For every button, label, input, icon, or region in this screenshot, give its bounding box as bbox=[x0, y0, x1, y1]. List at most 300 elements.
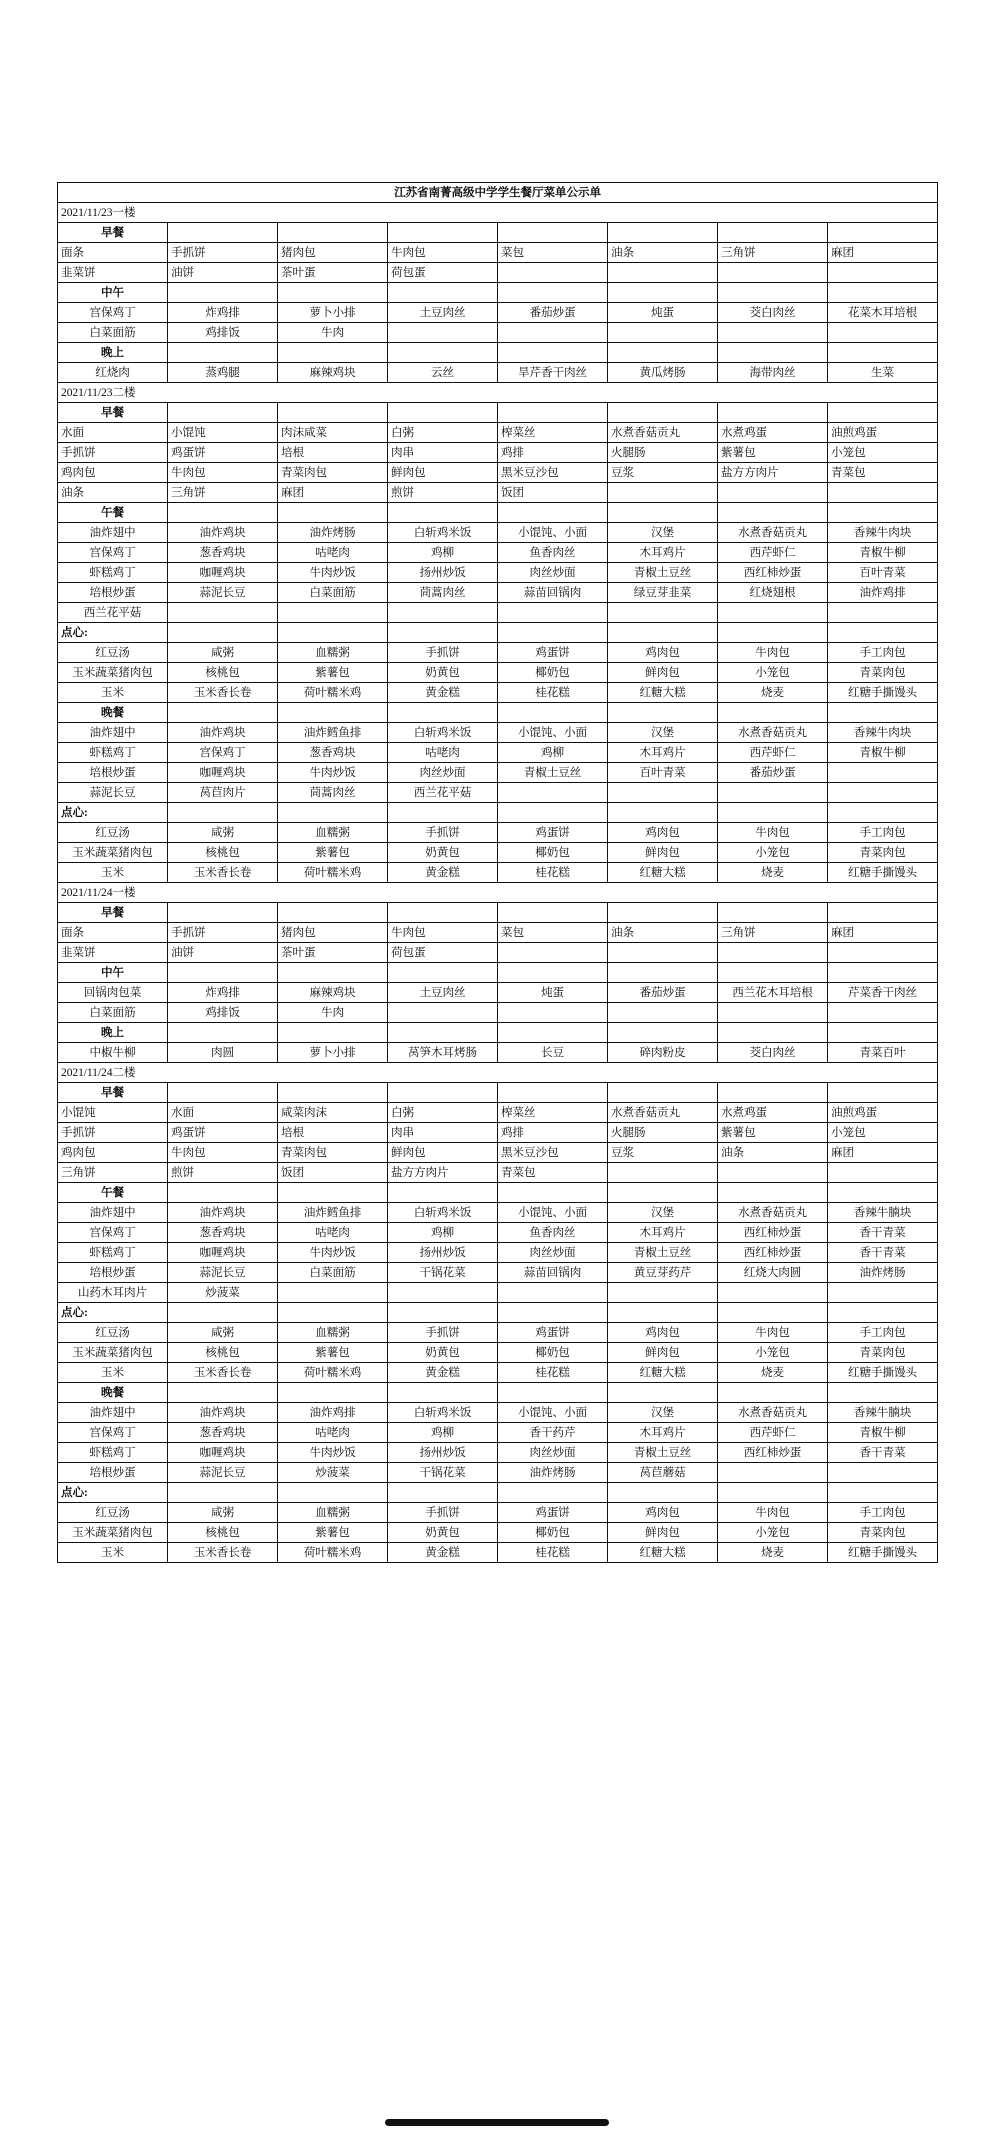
menu-item-row bbox=[58, 1143, 938, 1163]
menu-item-cell: 麻辣鸡块 bbox=[278, 363, 388, 383]
empty-cell bbox=[718, 1003, 828, 1023]
menu-item-cell: 牛肉炒饭 bbox=[278, 1243, 388, 1263]
menu-item-cell: 培根 bbox=[278, 1123, 388, 1143]
menu-item-cell: 手抓饼 bbox=[58, 443, 168, 463]
menu-item-row bbox=[58, 583, 938, 603]
menu-item-cell: 手抓饼 bbox=[388, 643, 498, 663]
menu-item-cell: 咖喱鸡块 bbox=[168, 763, 278, 783]
menu-item-cell: 血糯粥 bbox=[278, 823, 388, 843]
menu-item-cell: 油炸鳕鱼排 bbox=[278, 723, 388, 743]
menu-item-cell: 青椒土豆丝 bbox=[608, 1443, 718, 1463]
menu-item-cell: 炖蛋 bbox=[608, 303, 718, 323]
empty-cell bbox=[168, 343, 278, 363]
menu-item-cell: 鲜肉包 bbox=[388, 1143, 498, 1163]
empty-cell bbox=[608, 1003, 718, 1023]
menu-item-cell: 炖蛋 bbox=[498, 983, 608, 1003]
meal-label: 早餐 bbox=[58, 1083, 168, 1103]
menu-item-cell: 牛肉包 bbox=[718, 1323, 828, 1343]
empty-cell bbox=[278, 703, 388, 723]
menu-item-row bbox=[58, 1443, 938, 1463]
menu-item-cell: 油条 bbox=[608, 243, 718, 263]
menu-item-cell: 烧麦 bbox=[718, 1363, 828, 1383]
menu-item-cell: 葱香鸡块 bbox=[168, 1223, 278, 1243]
empty-cell bbox=[828, 1483, 938, 1503]
empty-cell bbox=[278, 1283, 388, 1303]
menu-item-cell: 百叶青菜 bbox=[828, 563, 938, 583]
menu-item-cell: 鸡柳 bbox=[498, 743, 608, 763]
empty-cell bbox=[608, 703, 718, 723]
menu-item-cell: 黄瓜烤肠 bbox=[608, 363, 718, 383]
menu-item-cell: 番茄炒蛋 bbox=[718, 763, 828, 783]
menu-item-cell: 青菜肉包 bbox=[828, 1523, 938, 1543]
menu-item-row bbox=[58, 723, 938, 743]
menu-item-cell: 红豆汤 bbox=[58, 823, 168, 843]
menu-item-row bbox=[58, 1123, 938, 1143]
empty-cell bbox=[498, 403, 608, 423]
menu-item-cell: 油炸鳕鱼排 bbox=[278, 1203, 388, 1223]
empty-cell bbox=[608, 1283, 718, 1303]
empty-cell bbox=[828, 223, 938, 243]
menu-item-cell: 黑米豆沙包 bbox=[498, 1143, 608, 1163]
menu-item-cell: 干锅花菜 bbox=[388, 1463, 498, 1483]
menu-item-cell: 咸粥 bbox=[168, 1323, 278, 1343]
empty-cell bbox=[718, 503, 828, 523]
menu-item-cell: 榨菜丝 bbox=[498, 423, 608, 443]
menu-item-cell: 中椒牛柳 bbox=[58, 1043, 168, 1063]
empty-cell bbox=[498, 783, 608, 803]
menu-item-cell: 饭团 bbox=[278, 1163, 388, 1183]
menu-item-row bbox=[58, 983, 938, 1003]
date-label: 2021/11/24一楼 bbox=[58, 883, 938, 903]
menu-item-cell: 炸鸡排 bbox=[168, 983, 278, 1003]
empty-cell bbox=[828, 403, 938, 423]
meal-label: 点心: bbox=[58, 803, 168, 823]
empty-cell bbox=[718, 1163, 828, 1183]
menu-item-row bbox=[58, 923, 938, 943]
menu-item-cell: 炒菠菜 bbox=[168, 1283, 278, 1303]
menu-item-cell: 鸡肉包 bbox=[608, 823, 718, 843]
empty-cell bbox=[608, 1303, 718, 1323]
menu-item-cell: 桂花糕 bbox=[498, 1363, 608, 1383]
menu-item-cell: 汉堡 bbox=[608, 723, 718, 743]
menu-item-row bbox=[58, 1363, 938, 1383]
menu-item-cell: 手工肉包 bbox=[828, 1503, 938, 1523]
menu-item-cell: 油炸烤肠 bbox=[828, 1263, 938, 1283]
menu-item-cell: 手工肉包 bbox=[828, 1323, 938, 1343]
menu-item-cell: 麻团 bbox=[828, 1143, 938, 1163]
menu-item-cell: 青菜肉包 bbox=[278, 463, 388, 483]
menu-item-cell: 玉米蔬菜猪肉包 bbox=[58, 843, 168, 863]
menu-item-cell: 宫保鸡丁 bbox=[58, 303, 168, 323]
empty-cell bbox=[388, 1283, 498, 1303]
menu-item-cell: 绿豆芽韭菜 bbox=[608, 583, 718, 603]
menu-item-cell: 小笼包 bbox=[828, 1123, 938, 1143]
empty-cell bbox=[498, 1303, 608, 1323]
menu-item-cell: 鸡蛋饼 bbox=[168, 1123, 278, 1143]
menu-item-cell: 蒜泥长豆 bbox=[168, 583, 278, 603]
menu-item-cell: 宫保鸡丁 bbox=[58, 543, 168, 563]
menu-item-cell: 水煮香菇贡丸 bbox=[718, 1403, 828, 1423]
menu-item-row bbox=[58, 943, 938, 963]
menu-item-cell: 茼蒿肉丝 bbox=[278, 783, 388, 803]
menu-item-row bbox=[58, 243, 938, 263]
menu-item-cell: 玉米香长卷 bbox=[168, 863, 278, 883]
menu-item-cell: 鲜肉包 bbox=[608, 1343, 718, 1363]
menu-item-cell: 紫薯包 bbox=[278, 663, 388, 683]
menu-item-cell: 小笼包 bbox=[718, 663, 828, 683]
menu-item-cell: 黄金糕 bbox=[388, 1543, 498, 1563]
menu-item-cell: 鲜肉包 bbox=[608, 1523, 718, 1543]
meal-label: 点心: bbox=[58, 1303, 168, 1323]
menu-item-cell: 鲜肉包 bbox=[608, 663, 718, 683]
menu-item-cell: 鲜肉包 bbox=[608, 843, 718, 863]
empty-cell bbox=[828, 903, 938, 923]
menu-item-row bbox=[58, 423, 938, 443]
meal-header-row bbox=[58, 803, 938, 823]
empty-cell bbox=[278, 1183, 388, 1203]
empty-cell bbox=[498, 703, 608, 723]
menu-item-cell: 面条 bbox=[58, 243, 168, 263]
menu-item-cell: 红豆汤 bbox=[58, 643, 168, 663]
menu-item-cell: 牛肉包 bbox=[168, 463, 278, 483]
meal-label: 晚餐 bbox=[58, 1383, 168, 1403]
empty-cell bbox=[168, 223, 278, 243]
menu-item-cell: 西红柿炒蛋 bbox=[718, 563, 828, 583]
menu-item-cell: 木耳鸡片 bbox=[608, 1223, 718, 1243]
empty-cell bbox=[718, 703, 828, 723]
menu-item-row bbox=[58, 303, 938, 323]
meal-label: 午餐 bbox=[58, 1183, 168, 1203]
menu-item-cell: 红糖手撕馒头 bbox=[828, 1363, 938, 1383]
menu-item-cell: 牛肉包 bbox=[718, 643, 828, 663]
menu-item-cell: 盐方方肉片 bbox=[718, 463, 828, 483]
menu-item-cell: 牛肉炒饭 bbox=[278, 763, 388, 783]
meal-header-row bbox=[58, 1303, 938, 1323]
menu-item-row bbox=[58, 1343, 938, 1363]
menu-item-row bbox=[58, 1543, 938, 1563]
menu-item-cell: 油炸翅中 bbox=[58, 523, 168, 543]
menu-item-row bbox=[58, 1463, 938, 1483]
empty-cell bbox=[718, 783, 828, 803]
menu-item-cell: 油炸翅中 bbox=[58, 1203, 168, 1223]
empty-cell bbox=[498, 963, 608, 983]
menu-item-cell: 百叶青菜 bbox=[608, 763, 718, 783]
menu-item-cell: 黄金糕 bbox=[388, 863, 498, 883]
menu-item-cell: 麻辣鸡块 bbox=[278, 983, 388, 1003]
menu-item-cell: 鸡排 bbox=[498, 443, 608, 463]
menu-item-cell: 白菜面筋 bbox=[58, 1003, 168, 1023]
date-label: 2021/11/24二楼 bbox=[58, 1063, 938, 1083]
menu-item-cell: 鸡柳 bbox=[388, 1223, 498, 1243]
menu-item-cell: 牛肉包 bbox=[388, 923, 498, 943]
menu-item-cell: 西红柿炒蛋 bbox=[718, 1223, 828, 1243]
meal-label: 早餐 bbox=[58, 903, 168, 923]
menu-item-cell: 青菜肉包 bbox=[828, 663, 938, 683]
menu-item-cell: 香辣牛肉块 bbox=[828, 723, 938, 743]
menu-item-cell: 油炸鸡块 bbox=[168, 723, 278, 743]
menu-item-cell: 奶黄包 bbox=[388, 663, 498, 683]
menu-item-cell: 西红柿炒蛋 bbox=[718, 1243, 828, 1263]
menu-item-cell: 血糯粥 bbox=[278, 1503, 388, 1523]
menu-item-cell: 香干药芹 bbox=[498, 1423, 608, 1443]
empty-cell bbox=[388, 1003, 498, 1023]
empty-cell bbox=[718, 1303, 828, 1323]
menu-item-cell: 红糖手撕馒头 bbox=[828, 1543, 938, 1563]
menu-item-cell: 香辣牛肉块 bbox=[828, 523, 938, 543]
empty-cell bbox=[608, 263, 718, 283]
empty-cell bbox=[718, 1283, 828, 1303]
menu-item-cell: 肉丝炒面 bbox=[498, 563, 608, 583]
menu-item-cell: 三角饼 bbox=[718, 923, 828, 943]
menu-item-cell: 椰奶包 bbox=[498, 663, 608, 683]
menu-item-cell: 西芹虾仁 bbox=[718, 1423, 828, 1443]
empty-cell bbox=[168, 1183, 278, 1203]
meal-header-row bbox=[58, 623, 938, 643]
menu-item-cell: 水煮香菇贡丸 bbox=[608, 423, 718, 443]
menu-item-row bbox=[58, 1283, 938, 1303]
menu-item-cell: 青椒牛柳 bbox=[828, 543, 938, 563]
menu-item-cell: 三角饼 bbox=[168, 483, 278, 503]
menu-item-cell: 白菜面筋 bbox=[278, 1263, 388, 1283]
menu-item-cell: 鸡肉包 bbox=[608, 643, 718, 663]
menu-item-row bbox=[58, 603, 938, 623]
menu-item-cell: 红糖大糕 bbox=[608, 863, 718, 883]
menu-item-cell: 炸鸡排 bbox=[168, 303, 278, 323]
menu-item-cell: 青菜肉包 bbox=[828, 1343, 938, 1363]
menu-item-cell: 荷包蛋 bbox=[388, 943, 498, 963]
menu-item-cell: 培根 bbox=[278, 443, 388, 463]
empty-cell bbox=[168, 1383, 278, 1403]
menu-item-cell: 扬州炒饭 bbox=[388, 563, 498, 583]
menu-item-cell: 碎肉粉皮 bbox=[608, 1043, 718, 1063]
menu-item-cell: 红糖大糕 bbox=[608, 1543, 718, 1563]
menu-item-cell: 小笼包 bbox=[828, 443, 938, 463]
empty-cell bbox=[278, 1083, 388, 1103]
menu-item-cell: 桂花糕 bbox=[498, 863, 608, 883]
menu-item-cell: 旱芹香干肉丝 bbox=[498, 363, 608, 383]
menu-item-cell: 小馄饨 bbox=[58, 1103, 168, 1123]
empty-cell bbox=[498, 803, 608, 823]
menu-item-row bbox=[58, 783, 938, 803]
menu-item-cell: 青菜肉包 bbox=[828, 843, 938, 863]
menu-item-cell: 水煮香菇贡丸 bbox=[718, 523, 828, 543]
menu-item-cell: 油炸鸡块 bbox=[168, 1403, 278, 1423]
empty-cell bbox=[168, 963, 278, 983]
menu-item-row bbox=[58, 683, 938, 703]
menu-item-cell: 蒸鸡腿 bbox=[168, 363, 278, 383]
menu-item-cell: 黄金糕 bbox=[388, 683, 498, 703]
meal-header-row bbox=[58, 223, 938, 243]
menu-item-cell: 血糯粥 bbox=[278, 643, 388, 663]
menu-item-cell: 水煮香菇贡丸 bbox=[608, 1103, 718, 1123]
menu-item-cell: 花菜木耳培根 bbox=[828, 303, 938, 323]
menu-item-cell: 干锅花菜 bbox=[388, 1263, 498, 1283]
menu-item-cell: 葱香鸡块 bbox=[168, 1423, 278, 1443]
meal-header-row bbox=[58, 963, 938, 983]
menu-item-cell: 小馄饨、小面 bbox=[498, 723, 608, 743]
meal-label: 晚餐 bbox=[58, 703, 168, 723]
empty-cell bbox=[388, 1483, 498, 1503]
menu-item-cell: 汉堡 bbox=[608, 1403, 718, 1423]
menu-item-cell: 木耳鸡片 bbox=[608, 1423, 718, 1443]
empty-cell bbox=[388, 323, 498, 343]
empty-cell bbox=[608, 1183, 718, 1203]
empty-cell bbox=[168, 1023, 278, 1043]
empty-cell bbox=[828, 1023, 938, 1043]
menu-item-cell: 莴笋木耳烤肠 bbox=[388, 1043, 498, 1063]
menu-item-cell: 紫薯包 bbox=[278, 1523, 388, 1543]
menu-item-cell: 咕咾肉 bbox=[388, 743, 498, 763]
menu-item-cell: 咸粥 bbox=[168, 643, 278, 663]
empty-cell bbox=[388, 803, 498, 823]
menu-item-cell: 小笼包 bbox=[718, 1523, 828, 1543]
menu-item-cell: 青椒土豆丝 bbox=[608, 1243, 718, 1263]
menu-item-cell: 宫保鸡丁 bbox=[58, 1223, 168, 1243]
menu-item-cell: 番茄炒蛋 bbox=[608, 983, 718, 1003]
empty-cell bbox=[718, 1463, 828, 1483]
menu-item-cell: 油炸鸡块 bbox=[168, 523, 278, 543]
empty-cell bbox=[608, 1483, 718, 1503]
empty-cell bbox=[388, 703, 498, 723]
empty-cell bbox=[608, 223, 718, 243]
menu-item-cell: 盐方方肉片 bbox=[388, 1163, 498, 1183]
menu-item-cell: 虾糕鸡丁 bbox=[58, 1243, 168, 1263]
empty-cell bbox=[608, 1083, 718, 1103]
menu-item-cell: 油饼 bbox=[168, 263, 278, 283]
empty-cell bbox=[828, 1083, 938, 1103]
menu-item-cell: 油煎鸡蛋 bbox=[828, 423, 938, 443]
menu-item-cell: 白斩鸡米饭 bbox=[388, 1203, 498, 1223]
menu-item-row bbox=[58, 643, 938, 663]
menu-item-row bbox=[58, 363, 938, 383]
meal-header-row bbox=[58, 703, 938, 723]
menu-item-cell: 红糖手撕馒头 bbox=[828, 863, 938, 883]
menu-item-cell: 手抓饼 bbox=[168, 923, 278, 943]
menu-item-cell: 鸡排 bbox=[498, 1123, 608, 1143]
menu-item-cell: 虾糕鸡丁 bbox=[58, 1443, 168, 1463]
empty-cell bbox=[498, 263, 608, 283]
menu-item-cell: 汉堡 bbox=[608, 523, 718, 543]
empty-cell bbox=[608, 803, 718, 823]
menu-item-row bbox=[58, 263, 938, 283]
menu-item-cell: 鸡蛋饼 bbox=[498, 1503, 608, 1523]
menu-item-cell: 水煮鸡蛋 bbox=[718, 423, 828, 443]
menu-item-row bbox=[58, 1503, 938, 1523]
menu-item-cell: 小馄饨、小面 bbox=[498, 523, 608, 543]
empty-cell bbox=[608, 503, 718, 523]
menu-item-cell: 青菜肉包 bbox=[278, 1143, 388, 1163]
menu-item-cell: 麻团 bbox=[828, 923, 938, 943]
empty-cell bbox=[828, 1383, 938, 1403]
empty-cell bbox=[718, 283, 828, 303]
menu-item-row bbox=[58, 1223, 938, 1243]
empty-cell bbox=[278, 963, 388, 983]
empty-cell bbox=[828, 703, 938, 723]
menu-item-cell: 荷包蛋 bbox=[388, 263, 498, 283]
menu-item-cell: 手抓饼 bbox=[168, 243, 278, 263]
menu-item-cell: 香干青菜 bbox=[828, 1443, 938, 1463]
menu-item-cell: 椰奶包 bbox=[498, 1523, 608, 1543]
menu-item-cell: 煎饼 bbox=[388, 483, 498, 503]
menu-item-cell: 手抓饼 bbox=[58, 1123, 168, 1143]
menu-item-cell: 牛肉包 bbox=[718, 823, 828, 843]
meal-header-row bbox=[58, 903, 938, 923]
date-header-row bbox=[58, 203, 938, 223]
empty-cell bbox=[388, 343, 498, 363]
menu-item-cell: 香干青菜 bbox=[828, 1223, 938, 1243]
menu-item-cell: 荷叶糯米鸡 bbox=[278, 1363, 388, 1383]
meal-label: 早餐 bbox=[58, 403, 168, 423]
menu-item-cell: 西红柿炒蛋 bbox=[718, 1443, 828, 1463]
menu-item-cell: 宫保鸡丁 bbox=[58, 1423, 168, 1443]
menu-item-cell: 红烧大肉圆 bbox=[718, 1263, 828, 1283]
menu-item-row bbox=[58, 523, 938, 543]
empty-cell bbox=[828, 1303, 938, 1323]
empty-cell bbox=[828, 323, 938, 343]
menu-item-cell: 番茄炒蛋 bbox=[498, 303, 608, 323]
menu-item-cell: 鸡柳 bbox=[388, 543, 498, 563]
menu-item-cell: 咕咾肉 bbox=[278, 1423, 388, 1443]
menu-item-cell: 玉米香长卷 bbox=[168, 683, 278, 703]
menu-item-cell: 鸡肉包 bbox=[608, 1503, 718, 1523]
menu-item-cell: 培根炒蛋 bbox=[58, 1463, 168, 1483]
empty-cell bbox=[168, 903, 278, 923]
empty-cell bbox=[608, 483, 718, 503]
menu-item-cell: 肉丝炒面 bbox=[498, 1443, 608, 1463]
menu-item-cell: 油煎鸡蛋 bbox=[828, 1103, 938, 1123]
menu-item-cell: 莴苣蘑菇 bbox=[608, 1463, 718, 1483]
menu-item-cell: 小馄饨 bbox=[168, 423, 278, 443]
menu-item-cell: 咸粥 bbox=[168, 823, 278, 843]
empty-cell bbox=[608, 403, 718, 423]
menu-item-cell: 红糖大糕 bbox=[608, 1363, 718, 1383]
empty-cell bbox=[718, 903, 828, 923]
empty-cell bbox=[168, 703, 278, 723]
empty-cell bbox=[498, 1383, 608, 1403]
menu-item-cell: 山药木耳肉片 bbox=[58, 1283, 168, 1303]
menu-item-cell: 油炸翅中 bbox=[58, 1403, 168, 1423]
menu-item-cell: 油饼 bbox=[168, 943, 278, 963]
empty-cell bbox=[168, 503, 278, 523]
menu-item-cell: 西兰花平菇 bbox=[388, 783, 498, 803]
menu-item-cell: 荷叶糯米鸡 bbox=[278, 683, 388, 703]
menu-item-cell: 饭团 bbox=[498, 483, 608, 503]
menu-item-cell: 黄金糕 bbox=[388, 1363, 498, 1383]
empty-cell bbox=[718, 1183, 828, 1203]
menu-item-cell: 油炸烤肠 bbox=[278, 523, 388, 543]
meal-header-row bbox=[58, 403, 938, 423]
menu-item-cell: 桂花糕 bbox=[498, 1543, 608, 1563]
meal-label: 晚上 bbox=[58, 1023, 168, 1043]
menu-item-cell: 手工肉包 bbox=[828, 643, 938, 663]
empty-cell bbox=[278, 1383, 388, 1403]
empty-cell bbox=[828, 623, 938, 643]
empty-cell bbox=[828, 343, 938, 363]
empty-cell bbox=[718, 1023, 828, 1043]
menu-item-cell: 玉米蔬菜猪肉包 bbox=[58, 1523, 168, 1543]
menu-item-cell: 肉串 bbox=[388, 443, 498, 463]
menu-item-cell: 咸菜肉沫 bbox=[278, 1103, 388, 1123]
menu-item-cell: 手抓饼 bbox=[388, 1323, 498, 1343]
menu-item-cell: 青椒土豆丝 bbox=[608, 563, 718, 583]
empty-cell bbox=[168, 1083, 278, 1103]
menu-item-row bbox=[58, 743, 938, 763]
empty-cell bbox=[498, 283, 608, 303]
menu-item-cell: 红糖手撕馒头 bbox=[828, 683, 938, 703]
menu-item-cell: 鱼香肉丝 bbox=[498, 1223, 608, 1243]
empty-cell bbox=[828, 803, 938, 823]
menu-item-cell: 水煮香菇贡丸 bbox=[718, 1203, 828, 1223]
